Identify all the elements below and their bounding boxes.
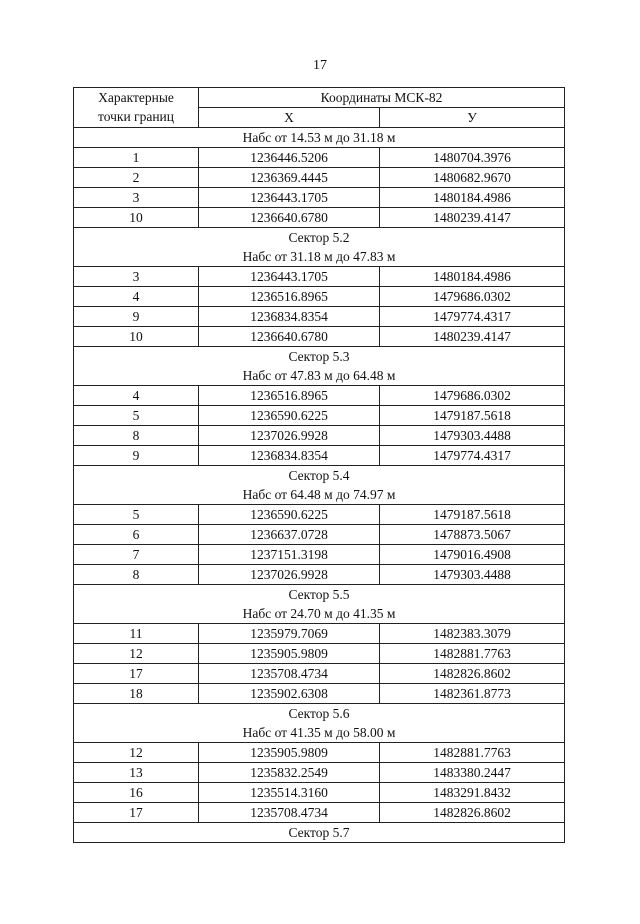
point-number: 13 [74, 763, 199, 783]
x-coordinate: 1236640.6780 [199, 208, 380, 228]
y-column-header: У [380, 108, 565, 128]
sector-row [74, 347, 565, 367]
y-coordinate: 1479187.5618 [380, 406, 565, 426]
y-coordinate: 1483291.8432 [380, 783, 565, 803]
x-coordinate: 1236516.8965 [199, 386, 380, 406]
table-row [74, 406, 565, 426]
table-row [74, 565, 565, 585]
x-coordinate: 1236446.5206 [199, 148, 380, 168]
coords-header: Координаты МСК-82 [199, 88, 565, 108]
point-number: 5 [74, 406, 199, 426]
page-number: 17 [313, 58, 327, 73]
x-coordinate: 1237151.3198 [199, 545, 380, 565]
coordinates-table [73, 87, 565, 843]
point-number: 10 [74, 208, 199, 228]
y-coordinate: 1480239.4147 [380, 208, 565, 228]
table-row [74, 267, 565, 287]
y-coordinate: 1482881.7763 [380, 644, 565, 664]
y-coordinate: 1479774.4317 [380, 307, 565, 327]
point-number: 18 [74, 684, 199, 704]
y-coordinate: 1482826.8602 [380, 664, 565, 684]
sector-title: Сектор 5.7 [74, 823, 565, 843]
x-coordinate: 1236590.6225 [199, 505, 380, 525]
point-number: 2 [74, 168, 199, 188]
x-coordinate: 1236590.6225 [199, 406, 380, 426]
point-number: 4 [74, 386, 199, 406]
sector-row [74, 823, 565, 843]
point-number: 6 [74, 525, 199, 545]
y-coordinate: 1478873.5067 [380, 525, 565, 545]
x-coordinate: 1236443.1705 [199, 267, 380, 287]
table-row [74, 327, 565, 347]
y-coordinate: 1482361.8773 [380, 684, 565, 704]
table-row [74, 525, 565, 545]
height-range: Набс от 31.18 м до 47.83 м [74, 247, 565, 267]
x-coordinate: 1236369.4445 [199, 168, 380, 188]
y-coordinate: 1479774.4317 [380, 446, 565, 466]
x-coordinate: 1235905.9809 [199, 644, 380, 664]
range-row [74, 128, 565, 148]
point-number: 10 [74, 327, 199, 347]
y-coordinate: 1480704.3976 [380, 148, 565, 168]
sector-title: Сектор 5.3 [74, 347, 565, 367]
table-row [74, 208, 565, 228]
x-coordinate: 1237026.9928 [199, 426, 380, 446]
table-row [74, 684, 565, 704]
y-coordinate: 1480239.4147 [380, 327, 565, 347]
y-coordinate: 1480184.4986 [380, 188, 565, 208]
x-coordinate: 1236516.8965 [199, 287, 380, 307]
y-coordinate: 1479016.4908 [380, 545, 565, 565]
x-coordinate: 1235708.4734 [199, 664, 380, 684]
range-row [74, 604, 565, 624]
table-row [74, 307, 565, 327]
y-coordinate: 1479303.4488 [380, 565, 565, 585]
x-coordinate: 1236443.1705 [199, 188, 380, 208]
table-row [74, 386, 565, 406]
table-row [74, 505, 565, 525]
y-coordinate: 1482826.8602 [380, 803, 565, 823]
point-number: 17 [74, 664, 199, 684]
y-coordinate: 1483380.2447 [380, 763, 565, 783]
points-header-line1: Характерные [74, 88, 199, 108]
point-number: 8 [74, 426, 199, 446]
point-number: 11 [74, 624, 199, 644]
sector-row [74, 466, 565, 486]
x-coordinate: 1235708.4734 [199, 803, 380, 823]
x-coordinate: 1236637.0728 [199, 525, 380, 545]
x-coordinate: 1237026.9928 [199, 565, 380, 585]
sector-title: Сектор 5.4 [74, 466, 565, 486]
point-number: 12 [74, 644, 199, 664]
x-coordinate: 1235979.7069 [199, 624, 380, 644]
y-coordinate: 1479686.0302 [380, 386, 565, 406]
x-coordinate: 1235514.3160 [199, 783, 380, 803]
sector-title: Сектор 5.5 [74, 585, 565, 605]
table-row [74, 644, 565, 664]
sector-title: Сектор 5.6 [74, 704, 565, 724]
height-range: Набс от 14.53 м до 31.18 м [74, 128, 565, 148]
sector-row [74, 704, 565, 724]
x-column-header: Х [199, 108, 380, 128]
table-row [74, 188, 565, 208]
point-number: 9 [74, 446, 199, 466]
point-number: 17 [74, 803, 199, 823]
header-row-2 [74, 108, 565, 128]
point-number: 16 [74, 783, 199, 803]
table-row [74, 783, 565, 803]
point-number: 12 [74, 743, 199, 763]
y-coordinate: 1479686.0302 [380, 287, 565, 307]
table-row [74, 446, 565, 466]
height-range: Набс от 47.83 м до 64.48 м [74, 366, 565, 386]
point-number: 5 [74, 505, 199, 525]
table-row [74, 545, 565, 565]
x-coordinate: 1236640.6780 [199, 327, 380, 347]
x-coordinate: 1236834.8354 [199, 307, 380, 327]
sector-row [74, 228, 565, 248]
x-coordinate: 1235902.6308 [199, 684, 380, 704]
table-row [74, 624, 565, 644]
table-row [74, 148, 565, 168]
y-coordinate: 1482881.7763 [380, 743, 565, 763]
points-header-line2: точки границ [74, 108, 199, 128]
height-range: Набс от 24.70 м до 41.35 м [74, 604, 565, 624]
x-coordinate: 1235905.9809 [199, 743, 380, 763]
table-row [74, 287, 565, 307]
point-number: 4 [74, 287, 199, 307]
table-row [74, 763, 565, 783]
point-number: 1 [74, 148, 199, 168]
y-coordinate: 1480184.4986 [380, 267, 565, 287]
y-coordinate: 1480682.9670 [380, 168, 565, 188]
y-coordinate: 1482383.3079 [380, 624, 565, 644]
range-row [74, 723, 565, 743]
point-number: 7 [74, 545, 199, 565]
table-row [74, 803, 565, 823]
y-coordinate: 1479303.4488 [380, 426, 565, 446]
table-row [74, 426, 565, 446]
x-coordinate: 1236834.8354 [199, 446, 380, 466]
range-row [74, 366, 565, 386]
height-range: Набс от 41.35 м до 58.00 м [74, 723, 565, 743]
point-number: 3 [74, 188, 199, 208]
table-row [74, 743, 565, 763]
sector-title: Сектор 5.2 [74, 228, 565, 248]
header-row-1 [74, 88, 565, 108]
point-number: 3 [74, 267, 199, 287]
y-coordinate: 1479187.5618 [380, 505, 565, 525]
range-row [74, 247, 565, 267]
point-number: 8 [74, 565, 199, 585]
table-row [74, 168, 565, 188]
sector-row [74, 585, 565, 605]
table-row [74, 664, 565, 684]
height-range: Набс от 64.48 м до 74.97 м [74, 485, 565, 505]
x-coordinate: 1235832.2549 [199, 763, 380, 783]
range-row [74, 485, 565, 505]
point-number: 9 [74, 307, 199, 327]
